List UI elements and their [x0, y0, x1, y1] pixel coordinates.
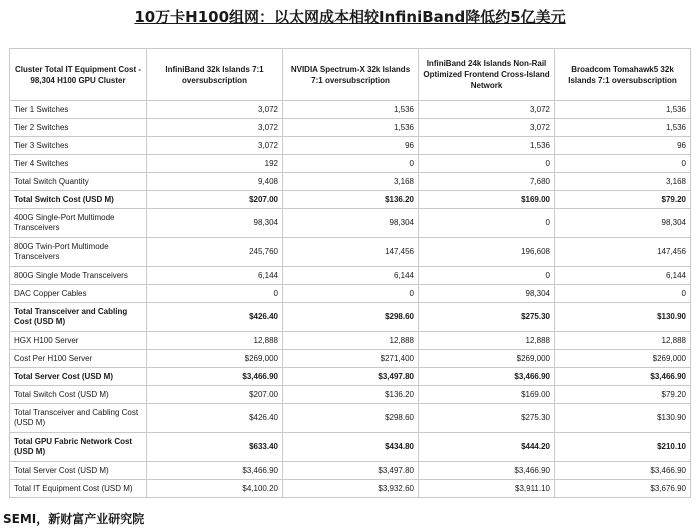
- value-cell: $633.40: [147, 433, 283, 462]
- table-row: [10, 332, 691, 350]
- row-label: Total Transceiver and Cabling Cost (USD M): [10, 303, 147, 332]
- value-cell: $3,466.90: [147, 368, 283, 386]
- value-cell: $426.40: [147, 303, 283, 332]
- row-label: Total Switch Cost (USD M): [10, 191, 147, 209]
- value-cell: 6,144: [147, 267, 283, 285]
- table-body: [10, 101, 691, 498]
- value-cell: 3,168: [283, 173, 419, 191]
- header-cell: InfiniBand 24k Islands Non-Rail Optimized Frontend Cross-Island Network: [419, 49, 555, 101]
- value-cell: 0: [283, 155, 419, 173]
- header-cell: InfiniBand 32k Islands 7:1 oversubscription: [147, 49, 283, 101]
- row-label: Total GPU Fabric Network Cost (USD M): [10, 433, 147, 462]
- value-cell: 96: [283, 137, 419, 155]
- value-cell: $3,676.90: [555, 480, 691, 498]
- value-cell: $298.60: [283, 404, 419, 433]
- value-cell: 3,168: [555, 173, 691, 191]
- table-row: [10, 155, 691, 173]
- value-cell: 1,536: [283, 101, 419, 119]
- header-cell: NVIDIA Spectrum-X 32k Islands 7:1 oversubscription: [283, 49, 419, 101]
- value-cell: 98,304: [283, 209, 419, 238]
- table-row: [10, 285, 691, 303]
- value-cell: 9,408: [147, 173, 283, 191]
- value-cell: 147,456: [283, 238, 419, 267]
- value-cell: $3,497.80: [283, 368, 419, 386]
- row-label: Total Transceiver and Cabling Cost (USD M): [10, 404, 147, 433]
- row-label: 800G Twin-Port Multimode Transceivers: [10, 238, 147, 267]
- value-cell: $3,466.90: [419, 368, 555, 386]
- value-cell: 3,072: [147, 137, 283, 155]
- value-cell: $269,000: [555, 350, 691, 368]
- value-cell: $444.20: [419, 433, 555, 462]
- value-cell: $269,000: [419, 350, 555, 368]
- value-cell: 3,072: [419, 119, 555, 137]
- row-label: HGX H100 Server: [10, 332, 147, 350]
- value-cell: $275.30: [419, 404, 555, 433]
- row-label: Total Server Cost (USD M): [10, 368, 147, 386]
- value-cell: $207.00: [147, 386, 283, 404]
- value-cell: 6,144: [283, 267, 419, 285]
- value-cell: $3,466.90: [555, 368, 691, 386]
- row-label: Total Server Cost (USD M): [10, 462, 147, 480]
- value-cell: $434.80: [283, 433, 419, 462]
- row-label: Cost Per H100 Server: [10, 350, 147, 368]
- value-cell: 147,456: [555, 238, 691, 267]
- header-cell: Broadcom Tomahawk5 32k Islands 7:1 oversubscription: [555, 49, 691, 101]
- table-row: [10, 173, 691, 191]
- value-cell: 0: [283, 285, 419, 303]
- table-row: [10, 101, 691, 119]
- value-cell: 6,144: [555, 267, 691, 285]
- value-cell: 1,536: [283, 119, 419, 137]
- value-cell: 98,304: [147, 209, 283, 238]
- row-label: Total Switch Cost (USD M): [10, 386, 147, 404]
- row-label: Total IT Equipment Cost (USD M): [10, 480, 147, 498]
- value-cell: $275.30: [419, 303, 555, 332]
- value-cell: $210.10: [555, 433, 691, 462]
- value-cell: 0: [555, 155, 691, 173]
- value-cell: 12,888: [283, 332, 419, 350]
- value-cell: 12,888: [555, 332, 691, 350]
- table-row: [10, 119, 691, 137]
- table-row: [10, 191, 691, 209]
- value-cell: 3,072: [147, 119, 283, 137]
- page-title: 10万卡H100组网：以太网成本相较InfiniBand降低约5亿美元: [134, 8, 566, 26]
- value-cell: $269,000: [147, 350, 283, 368]
- table-row: [10, 404, 691, 433]
- table-row: [10, 386, 691, 404]
- row-label: DAC Copper Cables: [10, 285, 147, 303]
- value-cell: 3,072: [419, 101, 555, 119]
- value-cell: $136.20: [283, 191, 419, 209]
- value-cell: 12,888: [147, 332, 283, 350]
- table-header-row: [10, 49, 691, 101]
- value-cell: $130.90: [555, 404, 691, 433]
- value-cell: 0: [419, 209, 555, 238]
- value-cell: 12,888: [419, 332, 555, 350]
- value-cell: 0: [419, 155, 555, 173]
- row-label: Total Switch Quantity: [10, 173, 147, 191]
- value-cell: 0: [419, 267, 555, 285]
- row-label: Tier 2 Switches: [10, 119, 147, 137]
- table-row: [10, 462, 691, 480]
- value-cell: $3,911.10: [419, 480, 555, 498]
- table-row: [10, 368, 691, 386]
- value-cell: $169.00: [419, 386, 555, 404]
- value-cell: $3,497.80: [283, 462, 419, 480]
- value-cell: $79.20: [555, 386, 691, 404]
- table-row: [10, 238, 691, 267]
- value-cell: 192: [147, 155, 283, 173]
- source-footer: SEMI，新财富产业研究院: [3, 512, 145, 526]
- table-row: [10, 303, 691, 332]
- value-cell: 96: [555, 137, 691, 155]
- value-cell: $130.90: [555, 303, 691, 332]
- table-row: [10, 209, 691, 238]
- value-cell: $79.20: [555, 191, 691, 209]
- value-cell: $136.20: [283, 386, 419, 404]
- table-row: [10, 350, 691, 368]
- table-row: [10, 480, 691, 498]
- table-row: [10, 137, 691, 155]
- value-cell: $271,400: [283, 350, 419, 368]
- table-row: [10, 267, 691, 285]
- table-row: [10, 433, 691, 462]
- value-cell: $298.60: [283, 303, 419, 332]
- value-cell: 245,760: [147, 238, 283, 267]
- value-cell: 1,536: [555, 119, 691, 137]
- value-cell: $3,932.60: [283, 480, 419, 498]
- row-label: 800G Single Mode Transceivers: [10, 267, 147, 285]
- value-cell: 1,536: [555, 101, 691, 119]
- row-label: Tier 3 Switches: [10, 137, 147, 155]
- value-cell: 7,680: [419, 173, 555, 191]
- value-cell: $3,466.90: [419, 462, 555, 480]
- row-label: Tier 1 Switches: [10, 101, 147, 119]
- value-cell: 98,304: [555, 209, 691, 238]
- cost-comparison-table: [9, 48, 691, 498]
- value-cell: 3,072: [147, 101, 283, 119]
- value-cell: 1,536: [419, 137, 555, 155]
- row-label: Tier 4 Switches: [10, 155, 147, 173]
- value-cell: $3,466.90: [147, 462, 283, 480]
- value-cell: $207.00: [147, 191, 283, 209]
- value-cell: $3,466.90: [555, 462, 691, 480]
- value-cell: $426.40: [147, 404, 283, 433]
- value-cell: 0: [147, 285, 283, 303]
- value-cell: 98,304: [419, 285, 555, 303]
- value-cell: 196,608: [419, 238, 555, 267]
- row-label: 400G Single-Port Multimode Transceivers: [10, 209, 147, 238]
- value-cell: $4,100.20: [147, 480, 283, 498]
- value-cell: $169.00: [419, 191, 555, 209]
- header-cell: Cluster Total IT Equipment Cost - 98,304 H100 GPU Cluster: [10, 49, 147, 101]
- value-cell: 0: [555, 285, 691, 303]
